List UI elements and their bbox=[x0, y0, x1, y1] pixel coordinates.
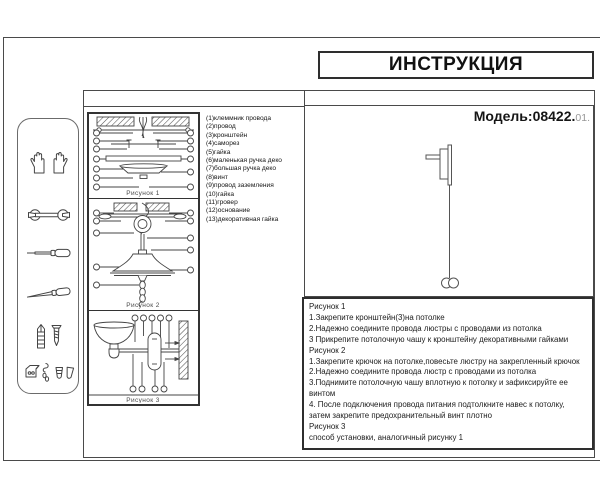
model-label: Модель:08422. bbox=[473, 108, 576, 124]
figure-3-diagram bbox=[89, 312, 198, 403]
instruction-line: 2.Надежно соедините провода люстр с проводами из потолка bbox=[309, 367, 537, 377]
figure-2-diagram bbox=[89, 200, 198, 309]
parts-list-item: (10)гайка bbox=[206, 190, 235, 198]
parts-list-item: (5)гайка bbox=[206, 148, 231, 156]
figure-separator bbox=[89, 310, 198, 311]
gloves-icon bbox=[29, 141, 69, 179]
parts-list bbox=[206, 115, 292, 224]
parts-list-item: (2)провод bbox=[206, 123, 236, 131]
parts-list-item: (9)провод заземления bbox=[206, 182, 274, 190]
parts-list-item: (3)кронштейн bbox=[206, 131, 248, 139]
model-suffix: 01. bbox=[575, 112, 590, 124]
instruction-line: 1.Закрепите крючок на потолке,повесьте люстру на закрепленный крючок bbox=[309, 356, 580, 366]
parts-list-item: (11)гровер bbox=[206, 199, 238, 207]
anchor-and-screw-icon bbox=[33, 321, 65, 351]
instruction-line: 4. После подключения провода питания подтолкните навес к потолку, затем закрепите предохранительный винт плотно bbox=[309, 400, 565, 421]
parts-list-item: (4)саморез bbox=[206, 140, 240, 148]
parts-list-item: (1)клеммник провода bbox=[206, 115, 272, 122]
page-title: ИНСТРУКЦИЯ bbox=[388, 54, 524, 75]
tools-panel bbox=[17, 118, 79, 394]
title-box bbox=[318, 51, 594, 79]
instruction-line: Рисунок 3 bbox=[309, 421, 346, 431]
parts-list-item: (6)маленькая ручка деко bbox=[206, 157, 282, 165]
model-panel bbox=[304, 105, 594, 297]
parts-list-item: (7)большая ручка деко bbox=[206, 165, 276, 173]
instruction-line: 2.Надежно соедините провода люстры с проводами из потолка bbox=[309, 323, 542, 333]
parts-list-item: (8)винт bbox=[206, 173, 228, 181]
pendant-lamp-drawing bbox=[425, 142, 469, 296]
figures-panel bbox=[87, 112, 200, 406]
figure-label: Рисунок 1 bbox=[126, 190, 160, 197]
screwdriver-icon bbox=[25, 247, 73, 259]
instructions-panel bbox=[302, 297, 594, 450]
awl-icon bbox=[25, 285, 73, 299]
model-number bbox=[474, 108, 590, 124]
parts-list-item: (12)основание bbox=[206, 207, 251, 215]
instruction-line: 3 Прикрепите потолочную чашу к кронштейну декоративными гайками bbox=[309, 334, 569, 344]
instruction-line: Рисунок 1 bbox=[309, 302, 346, 311]
fasteners-icon bbox=[23, 359, 75, 383]
figure-separator bbox=[89, 198, 198, 199]
figure-label: Рисунок 2 bbox=[126, 302, 160, 309]
figure-label: Рисунок 3 bbox=[126, 397, 160, 403]
instruction-line: 3.Поднимите потолочную чашу вплотную к потолку и зафиксируйте ее винтом bbox=[309, 378, 568, 399]
figure-1-diagram bbox=[89, 114, 198, 198]
instruction-line: Рисунок 2 bbox=[309, 345, 346, 355]
instruction-line: способ установки, аналогичный рисунку 1 bbox=[309, 432, 463, 442]
header-strip-divider bbox=[84, 106, 305, 107]
instruction-line: 1.Закрепите кронштейн(3)на потолке bbox=[309, 312, 445, 322]
wrench-icon bbox=[25, 207, 73, 223]
parts-list-item: (13)декоративная гайка bbox=[206, 215, 279, 223]
